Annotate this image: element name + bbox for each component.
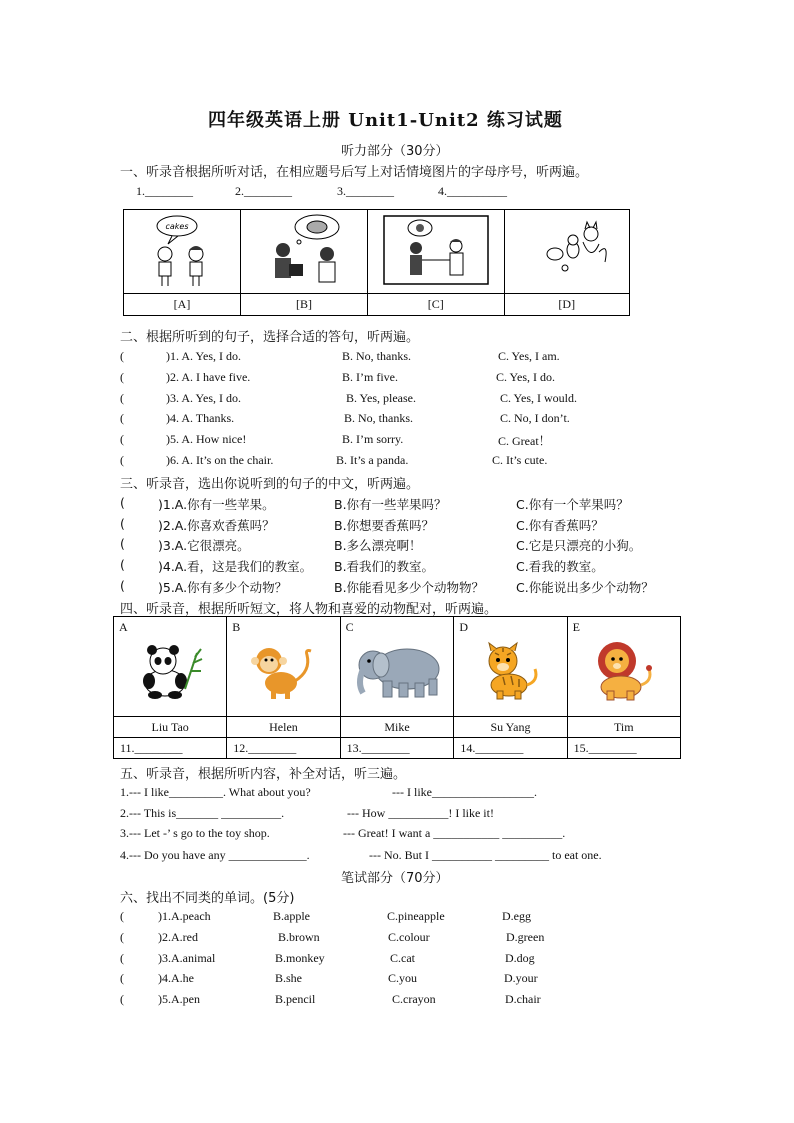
answer-paren[interactable]: ( [120,432,124,446]
cat-mouse-icon [517,212,617,288]
answer-paren[interactable]: ( [120,909,124,923]
picture-label-d: [D] [504,294,629,316]
answer-paren[interactable]: ( [120,578,125,593]
match-blank[interactable]: 12.________ [227,738,340,759]
s2-q2-option-b: B. I’m five. [342,370,398,384]
s3-q1-option-c: C.你有一个苹果吗？ [516,497,629,512]
s6-q5-option-c: C.crayon [392,992,436,1006]
s3-q1-option-b: B.你有一些苹果吗？ [334,497,447,512]
s5-line-1-b[interactable]: --- I like_________________. [392,785,537,799]
answer-paren[interactable]: ( [120,495,125,510]
answer-paren[interactable]: ( [120,516,125,531]
s2-q5-option-c: C. Great！ [498,434,551,448]
answer-paren[interactable]: ( [120,453,124,467]
s6-q3-option-a: )3.A.animal [158,951,216,965]
s1-blank-3[interactable]: 3.________ [337,184,394,198]
s2-heading: 二、根据所听到的句子，选择合适的答句，听两遍。 [120,330,420,345]
s6-q3-option-c: C.cat [390,951,415,965]
s1-blank-4[interactable]: 4.__________ [438,184,507,198]
s2-q1-option-a: )1. A. Yes, I do. [166,349,242,363]
picture-b-cell [241,210,368,294]
s6-q2-option-a: )2.A.red [158,930,198,944]
answer-paren[interactable]: ( [120,992,124,1006]
s2-q4-option-a: )4. A. Thanks. [166,411,235,425]
s5-line-3-b[interactable]: --- Great! I want a ___________ __________. [343,826,566,840]
listening-section-header: 听力部分（30分） [341,144,449,159]
s1-blank-2[interactable]: 2.________ [235,184,292,198]
s1-heading: 一、听录音根据所听对话，在相应题号后写上对话情境图片的字母序号，听两遍。 [120,165,589,180]
animal-cell-d [454,617,567,717]
s6-q1-option-a: )1.A.peach [158,909,211,923]
answer-paren[interactable]: ( [120,951,124,965]
s6-q2-option-c: C.colour [388,930,430,944]
s2-q5-option-b: B. I’m sorry. [342,432,404,446]
match-blank[interactable]: 11.________ [114,738,227,759]
s5-line-2-b[interactable]: --- How __________! I like it! [347,806,494,820]
panda-icon [135,641,205,701]
elephant-icon [349,641,445,701]
s6-q3-option-b: B.monkey [275,951,325,965]
s3-q3-option-c: C.它是只漂亮的小狗。 [516,538,642,553]
person-name: Helen [227,717,340,738]
match-blank[interactable]: 14.________ [454,738,567,759]
s6-q1-option-c: C.pineapple [387,909,445,923]
s3-q2-option-a: )2.A.你喜欢香蕉吗？ [158,518,275,533]
answer-paren[interactable]: ( [120,370,124,384]
s6-q1-option-b: B.apple [273,909,310,923]
animal-cell-a [114,617,227,717]
s2-q2-option-c: C. Yes, I do. [496,370,556,384]
s4-animal-table [113,616,681,759]
tiger-icon [475,641,545,701]
animal-letter-c: C [345,620,354,634]
s6-q3-option-d: D.dog [505,951,535,965]
lion-icon [587,639,661,701]
s2-q3-option-c: C. Yes, I would. [500,391,578,405]
s6-q4-option-d: D.your [504,971,538,985]
animal-cell-b [227,617,340,717]
s1-blank-1[interactable]: 1.________ [136,184,193,198]
s6-q4-option-a: )4.A.he [158,971,194,985]
s2-q6-option-a: )6. A. It’s on the chair. [166,453,274,467]
picture-a-cell [124,210,241,294]
s3-q4-option-b: B.看我们的教室。 [334,559,435,574]
monkey-icon [245,641,321,701]
match-blank[interactable]: 15.________ [567,738,680,759]
animal-cell-c [340,617,454,717]
s2-q4-option-b: B. No, thanks. [344,411,413,425]
s2-q2-option-a: )2. A. I have five. [166,370,251,384]
s2-q6-option-b: B. It’s a panda. [336,453,409,467]
s3-q4-option-a: )4.A.看，这是我们的教室。 [158,559,313,574]
animal-cell-e [567,617,680,717]
s3-q5-option-b: B.你能看见多少个动物物？ [334,580,485,595]
s1-picture-table [123,209,630,316]
s2-q1-option-b: B. No, thanks. [342,349,411,363]
s6-q1-option-d: D.egg [502,909,531,923]
bubble-text: cakes [165,221,189,231]
s3-q2-option-b: B.你想要香蕉吗？ [334,518,435,533]
animal-letter-b: B [232,620,241,634]
s5-line-3-a[interactable]: 3.--- Let -’ s go to the toy shop. [120,826,270,840]
answer-paren[interactable]: ( [120,349,124,363]
writing-section-header: 笔试部分（70分） [341,871,449,886]
answer-paren[interactable]: ( [120,557,125,572]
animal-letter-d: D [459,620,469,634]
person-name: Mike [340,717,454,738]
answer-paren[interactable]: ( [120,971,124,985]
s6-q5-option-b: B.pencil [275,992,316,1006]
answer-paren[interactable]: ( [120,536,125,551]
scene-board-icon [380,212,492,288]
s6-q4-option-b: B.she [275,971,302,985]
s6-q5-option-d: D.chair [505,992,541,1006]
children-talking-icon [132,212,232,288]
animal-letter-e: E [572,620,580,634]
s2-q4-option-c: C. No, I don’t. [500,411,570,425]
s3-q3-option-a: )3.A.它很漂亮。 [158,538,250,553]
answer-paren[interactable]: ( [120,411,124,425]
s3-q1-option-a: )1.A.你有一些苹果。 [158,497,275,512]
s2-q1-option-c: C. Yes, I am. [498,349,560,363]
person-name: Liu Tao [114,717,227,738]
s6-q2-option-d: D.green [506,930,545,944]
s5-line-2-a[interactable]: 2.--- This is_______ __________. [120,806,285,820]
s5-line-4-a[interactable]: 4.--- Do you have any _____________. [120,848,310,862]
gift-elephant-icon [249,212,359,288]
answer-paren[interactable]: ( [120,930,124,944]
picture-c-cell [368,210,505,294]
picture-d-cell [504,210,629,294]
s3-q3-option-b: B.多么漂亮啊！ [334,538,422,553]
s6-q4-option-c: C.you [388,971,418,985]
s3-q5-option-c: C.你能说出多少个动物？ [516,580,654,595]
answer-paren[interactable]: ( [120,391,124,405]
s3-heading: 三、听录音，选出你说听到的句子的中文，听两遍。 [120,477,420,492]
page-title: 四年级英语上册 Unit1-Unit2 练习试题 [208,110,563,131]
person-name: Su Yang [454,717,567,738]
s6-heading: 六、找出不同类的单词。(5分) [120,891,295,906]
s3-q2-option-c: C.你有香蕉吗？ [516,518,604,533]
s6-q2-option-b: B.brown [278,930,320,944]
picture-label-c: [C] [368,294,505,316]
s6-q5-option-a: )5.A.pen [158,992,200,1006]
s2-q5-option-a: )5. A. How nice! [166,432,247,446]
animal-letter-a: A [119,620,128,634]
s3-q4-option-c: C.看我的教室。 [516,559,604,574]
match-blank[interactable]: 13.________ [340,738,454,759]
s5-heading: 五、听录音，根据所听内容，补全对话，听三遍。 [120,767,407,782]
s4-heading: 四、听录音，根据所听短文，将人物和喜爱的动物配对，听两遍。 [120,602,498,617]
person-name: Tim [567,717,680,738]
s2-q3-option-b: B. Yes, please. [346,391,417,405]
s2-q6-option-c: C. It’s cute. [492,453,548,467]
s5-line-4-b[interactable]: --- No. But I __________ _________ to eat one. [369,848,602,862]
s2-q3-option-a: )3. A. Yes, I do. [166,391,242,405]
s3-q5-option-a: )5.A.你有多少个动物？ [158,580,288,595]
picture-label-b: [B] [241,294,368,316]
s5-line-1-a[interactable]: 1.--- I like_________. What about you? [120,785,311,799]
picture-label-a: [A] [124,294,241,316]
